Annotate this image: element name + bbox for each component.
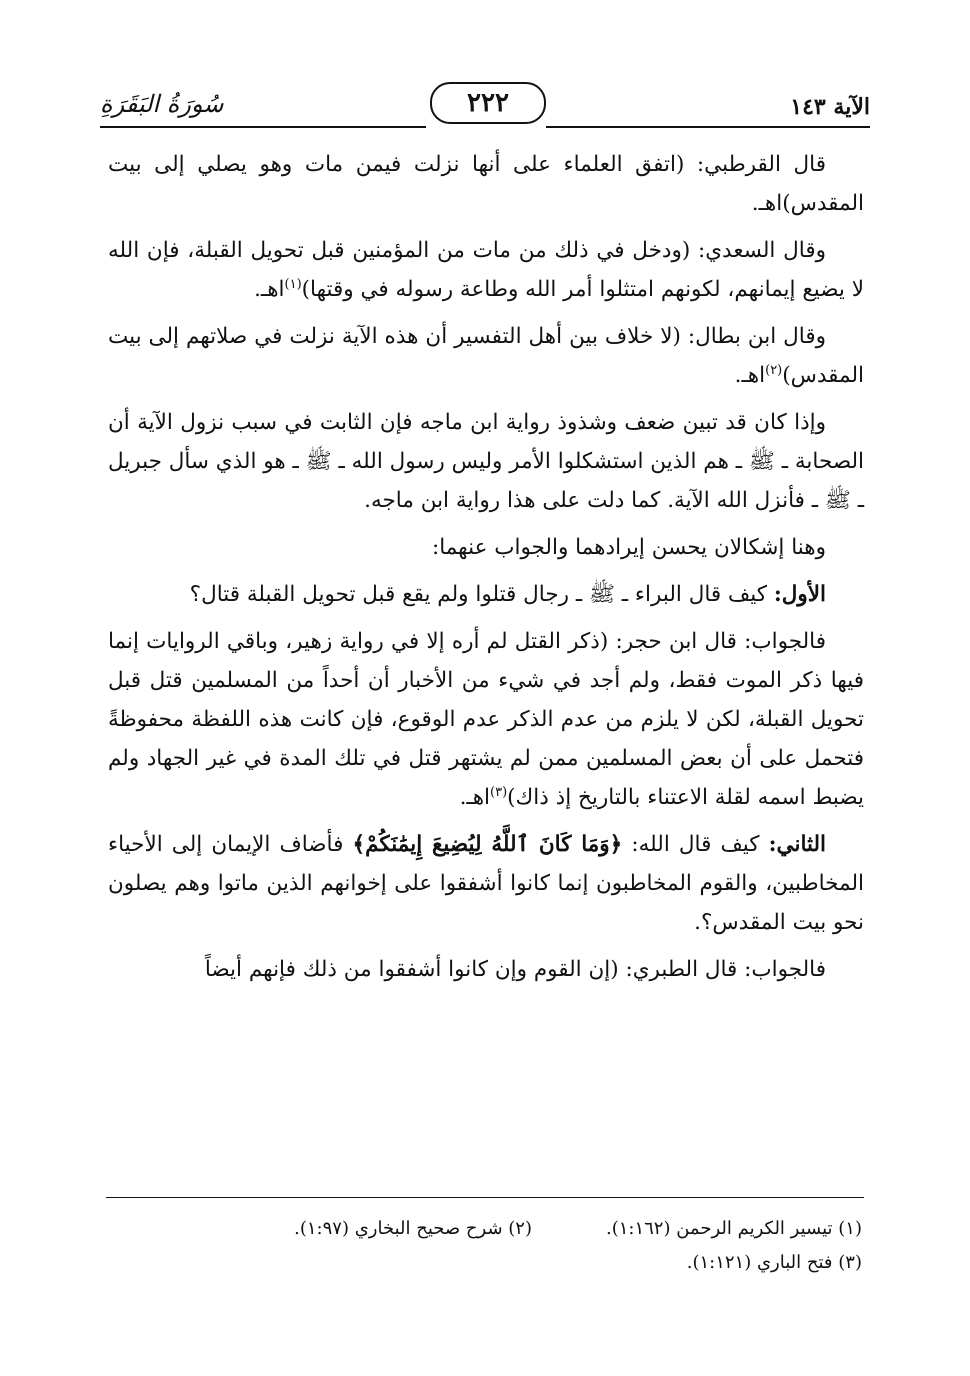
paragraph-text: كيف قال البراء ـ ﷺ ـ رجال قتلوا ولم يقع قبل تحويل القبلة قتال؟	[189, 582, 774, 607]
footnotes	[106, 1212, 862, 1280]
quran-quote: ﴿وَمَا كَانَ ٱللَّهُ لِيُضِيعَ إِيمَٰنَكُمْ﴾	[352, 832, 623, 857]
footnote-ref[interactable]: (١)	[284, 276, 302, 292]
body-text	[108, 145, 864, 997]
paragraph-text: وقال ابن بطال: (لا خلاف بين أهل التفسير أن هذه الآية نزلت في صلاتهم إلى بيت المقدس)	[108, 324, 864, 388]
paragraph	[108, 575, 864, 614]
footnote-rule	[106, 1197, 864, 1198]
paragraph-text: قال القرطبي: (اتفق العلماء على أنها نزلت فيمن مات وهو يصلي إلى بيت المقدس)اهـ.	[108, 152, 864, 216]
paragraph-tail: فأضاف الإيمان إلى الأحياء المخاطبين، والقوم المخاطبون إنما كانوا أشفقوا على إخوانهم الذين ماتوا وهم يصلون نحو بيت المقدس؟.	[108, 832, 864, 935]
footnote-text: تيسير الكريم الرحمن (١:١٦٢).	[605, 1218, 833, 1239]
page-header	[100, 80, 870, 130]
paragraph-text: وهنا إشكالان يحسن إيرادهما والجواب عنهما:	[431, 535, 826, 560]
paragraph-text: كيف قال الله:	[622, 832, 769, 857]
footnote-item	[532, 1212, 862, 1246]
paragraph-lead: الأول:	[773, 582, 826, 607]
footnote-item	[294, 1212, 532, 1246]
surah-name: سُورَةُ البَقَرَةِ	[100, 90, 224, 118]
paragraph	[108, 825, 864, 942]
paragraph-text: فالجواب: قال ابن حجر: (ذكر القتل لم أره إلا في رواية زهير، وباقي الروايات إنما فيها ذكر الموت فقط، ولم أجد في شيء من الأخبار أن أحداً من المسلمين قتل قبل تحويل القبلة، لكن لا يلزم من عدم الذكر عدم الوقوع، فإن كانت هذه اللفظة محفوظةً فتحمل على أن بعض المسلمين ممن لم يشتهر قتل في تلك المدة في غير الجهاد ولم يضبط اسمه لقلة الاعتناء بالتاريخ إذ ذاك)	[108, 629, 864, 810]
paragraph	[108, 622, 864, 817]
footnote-ref[interactable]: (٢)	[765, 362, 783, 378]
footnote-text: فتح الباري (١:١٢١).	[686, 1252, 833, 1273]
footnote-number: (٢)	[508, 1218, 532, 1239]
paragraph	[108, 950, 864, 989]
footnote-number: (٣)	[838, 1252, 862, 1273]
paragraph-text: وقال السعدي: (ودخل في ذلك من مات من المؤمنين قبل تحويل القبلة، فإن الله لا يضيع إيمانهم، لكونهم امتثلوا أمر الله وطاعة رسوله في وقتها)	[108, 238, 864, 302]
paragraph-text: وإذا كان قد تبين ضعف وشذوذ رواية ابن ماجه فإن الثابت في سبب نزول الآية أن الصحابة ـ ﷺ ـ هم الذين استشكلوا الأمر وليس رسول الله ـ ﷺ ـ هو الذي سأل جبريل ـ ﷺ ـ فأنزل الله الآية. كما دلت على هذا رواية ابن ماجه.	[108, 410, 864, 513]
header-rule	[100, 126, 870, 128]
verse-label: الآية ١٤٣	[790, 94, 870, 120]
paragraph	[108, 528, 864, 567]
paragraph-tail: اهـ.	[254, 277, 285, 302]
paragraph-tail: اهـ.	[459, 785, 491, 810]
page-number: ٢٢٢	[430, 82, 546, 124]
paragraph-lead: الثاني:	[768, 832, 827, 857]
paragraph	[108, 145, 864, 223]
paragraph	[108, 317, 864, 395]
paragraph	[108, 403, 864, 520]
footnote-text: شرح صحيح البخاري (١:٩٧).	[294, 1218, 503, 1239]
paragraph-text: فالجواب: قال الطبري: (إن القوم وإن كانوا أشفقوا من ذلك فإنهم أيضاً	[204, 957, 826, 982]
footnote-item	[687, 1246, 862, 1280]
paragraph	[108, 231, 864, 309]
footnote-number: (١)	[838, 1218, 862, 1239]
footnote-row	[106, 1246, 862, 1280]
footnote-row	[106, 1212, 862, 1246]
paragraph-tail: اهـ.	[734, 363, 766, 388]
footnote-ref[interactable]: (٣)	[490, 784, 508, 800]
